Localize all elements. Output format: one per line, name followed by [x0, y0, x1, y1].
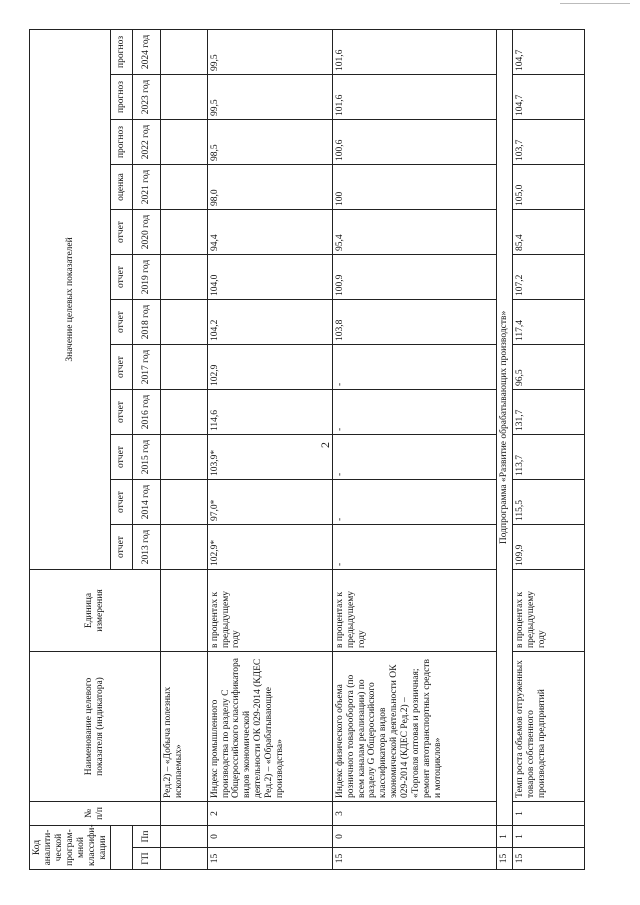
- values-header: Значение целевых показателей: [30, 29, 111, 569]
- value-cell: [161, 480, 207, 525]
- table-row: [332, 29, 496, 869]
- value-cell: 94,4: [207, 210, 332, 255]
- table-row: [161, 29, 207, 869]
- year-status-header: отчет: [111, 300, 133, 345]
- value-cell: 115,5: [513, 480, 585, 525]
- pp-header: Пп: [133, 826, 161, 848]
- value-cell: [161, 435, 207, 480]
- value-cell: [161, 210, 207, 255]
- year-status-header: отчет: [111, 435, 133, 480]
- year-status-header: прогноз: [111, 29, 133, 74]
- value-cell: 131,7: [513, 390, 585, 435]
- name-cell: Индекс физического объема розничного товарооборота (по всем каналам реализации) по разделу G Общероссийского классификатора видов экономической деятельности ОК 029-2014 (КДЕС Ред.2) – «Торговля оптовая и розничная; ремонт автотранспортных средств и мотоциклов»: [332, 652, 496, 802]
- num-cell: [161, 802, 207, 826]
- indicators-table: [29, 29, 585, 870]
- value-cell: -: [332, 480, 496, 525]
- pp-cell: 0: [332, 826, 496, 848]
- value-cell: [161, 165, 207, 210]
- gp-cell: 15: [332, 848, 496, 870]
- year-status-header: прогноз: [111, 120, 133, 165]
- value-cell: -: [332, 525, 496, 570]
- top-rule: [560, 3, 630, 4]
- code-header: Код аналити-ческой програм-мной классифи-кации: [30, 826, 111, 870]
- year-header: 2023 год: [133, 75, 161, 120]
- num-cell: 2: [207, 802, 332, 826]
- value-cell: 99,5: [207, 29, 332, 74]
- value-cell: 114,6: [207, 390, 332, 435]
- gp-cell: 15: [207, 848, 332, 870]
- table-row: [207, 29, 332, 869]
- value-cell: 104,7: [513, 75, 585, 120]
- value-cell: [161, 75, 207, 120]
- value-cell: 103,8: [332, 300, 496, 345]
- value-cell: [161, 390, 207, 435]
- value-cell: [161, 345, 207, 390]
- gp-cell: 15: [496, 848, 512, 870]
- value-cell: 98,0: [207, 165, 332, 210]
- value-cell: 101,6: [332, 75, 496, 120]
- unit-cell: в процентах к предыдущему году: [207, 570, 332, 652]
- value-cell: 99,5: [207, 75, 332, 120]
- table-row: [513, 29, 585, 869]
- value-cell: 103,9*: [207, 435, 332, 480]
- pp-cell: [161, 826, 207, 848]
- num-header: № п/п: [30, 802, 161, 826]
- year-header: 2022 год: [133, 120, 161, 165]
- year-status-header: отчет: [111, 345, 133, 390]
- value-cell: [161, 255, 207, 300]
- value-cell: -: [332, 345, 496, 390]
- code-spacer: [111, 826, 133, 870]
- gp-header: ГП: [133, 848, 161, 870]
- year-header: 2019 год: [133, 255, 161, 300]
- value-cell: 103,7: [513, 120, 585, 165]
- value-cell: 101,6: [332, 29, 496, 74]
- value-cell: [161, 29, 207, 74]
- value-cell: 102,9*: [207, 525, 332, 570]
- year-status-header: отчет: [111, 390, 133, 435]
- num-cell: 1: [513, 802, 585, 826]
- value-cell: 113,7: [513, 435, 585, 480]
- year-header: 2014 год: [133, 480, 161, 525]
- page-number: 2: [318, 442, 332, 448]
- value-cell: [161, 525, 207, 570]
- year-header: 2016 год: [133, 390, 161, 435]
- value-cell: -: [332, 435, 496, 480]
- value-cell: 107,2: [513, 255, 585, 300]
- name-cell: Ред.2) – «Добыча полезных ископаемых»: [161, 652, 207, 802]
- subprogram-title: Подпрограмма «Развитие обрабатывающих производств»: [496, 29, 512, 825]
- year-header: 2015 год: [133, 435, 161, 480]
- year-status-header: отчет: [111, 480, 133, 525]
- name-cell: Темп роста объемов отгруженных товаров собственного производства предприятий: [513, 652, 585, 802]
- year-status-header: отчет: [111, 210, 133, 255]
- unit-header: Единица измерения: [30, 570, 161, 652]
- value-cell: 104,0: [207, 255, 332, 300]
- name-cell: Индекс промышленного производства по разделу C Общероссийского классификатора видов экономической деятельности ОК 029-2014 (КДЕС Ред.2) – «Обрабатывающие производства»: [207, 652, 332, 802]
- year-header: 2021 год: [133, 165, 161, 210]
- num-cell: 3: [332, 802, 496, 826]
- pp-cell: 0: [207, 826, 332, 848]
- value-cell: 96,5: [513, 345, 585, 390]
- unit-cell: [161, 570, 207, 652]
- value-cell: 100,6: [332, 120, 496, 165]
- year-status-header: отчет: [111, 255, 133, 300]
- value-cell: 98,5: [207, 120, 332, 165]
- value-cell: 97,0*: [207, 480, 332, 525]
- year-header: 2018 год: [133, 300, 161, 345]
- subprogram-row: [496, 29, 512, 869]
- value-cell: 109,9: [513, 525, 585, 570]
- pp-cell: 1: [513, 826, 585, 848]
- pp-cell: 1: [496, 826, 512, 848]
- gp-cell: [161, 848, 207, 870]
- value-cell: [161, 300, 207, 345]
- value-cell: 104,2: [207, 300, 332, 345]
- value-cell: 104,7: [513, 29, 585, 74]
- unit-cell: в процентах к предыдущему году: [332, 570, 496, 652]
- year-header: 2024 год: [133, 29, 161, 74]
- year-header: 2020 год: [133, 210, 161, 255]
- year-status-header: оценка: [111, 165, 133, 210]
- year-status-header: прогноз: [111, 75, 133, 120]
- value-cell: -: [332, 390, 496, 435]
- value-cell: 102,9: [207, 345, 332, 390]
- value-cell: 100,9: [332, 255, 496, 300]
- value-cell: 117,4: [513, 300, 585, 345]
- value-cell: 100: [332, 165, 496, 210]
- value-cell: 105,0: [513, 165, 585, 210]
- year-status-header: отчет: [111, 525, 133, 570]
- unit-cell: в процентах к предыдущему году: [513, 570, 585, 652]
- year-header: 2013 год: [133, 525, 161, 570]
- value-cell: [161, 120, 207, 165]
- rotated-table-sheet: [29, 30, 585, 870]
- value-cell: 95,4: [332, 210, 496, 255]
- gp-cell: 15: [513, 848, 585, 870]
- year-header: 2017 год: [133, 345, 161, 390]
- name-header: Наименование целевого показателя (индикатора): [30, 652, 161, 802]
- value-cell: 85,4: [513, 210, 585, 255]
